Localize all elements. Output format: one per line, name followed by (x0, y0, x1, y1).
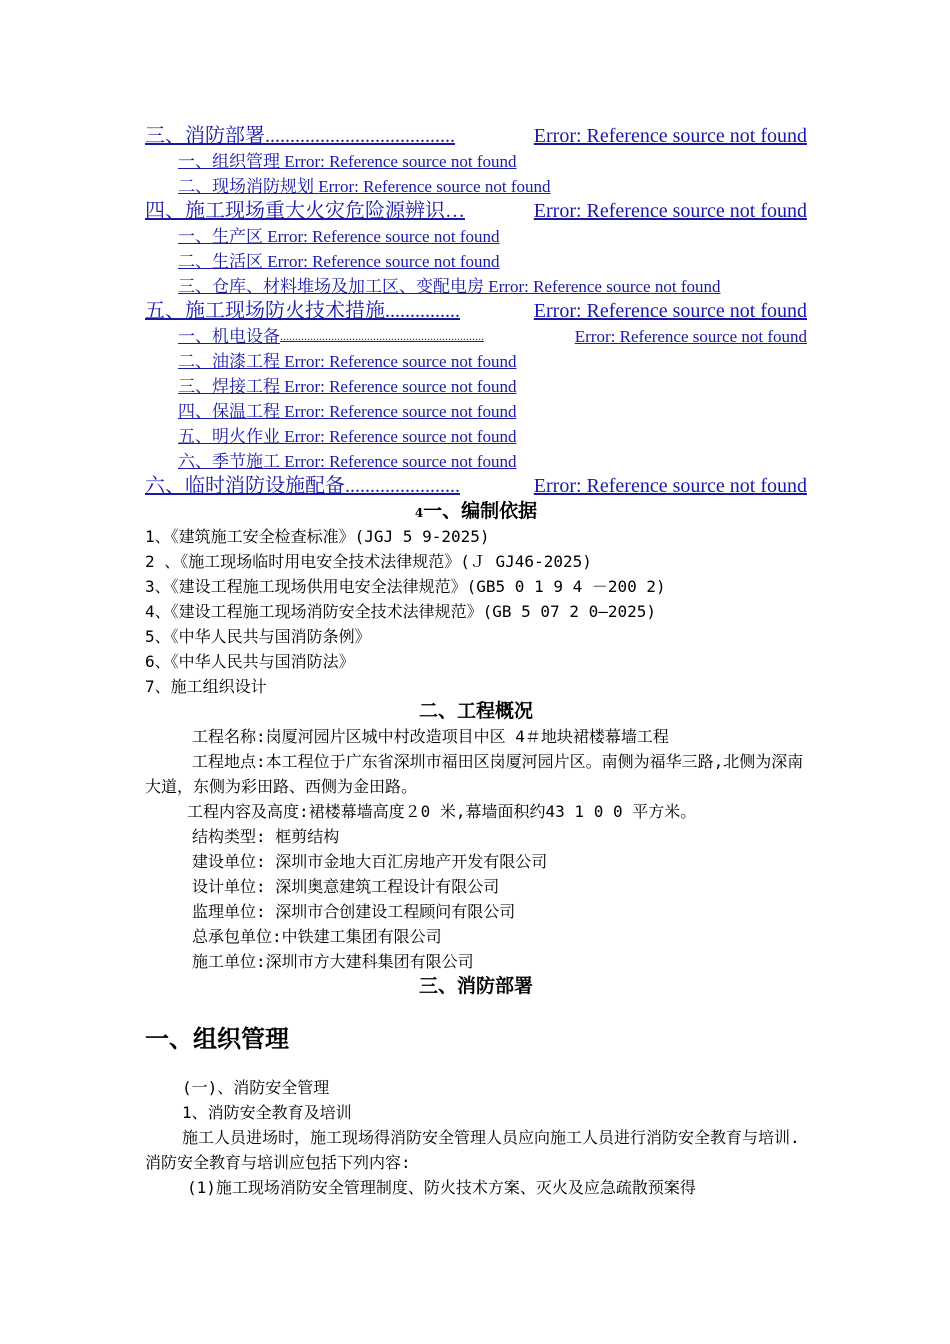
toc-entry-painting[interactable]: 二、油漆工程 Error: Reference source not found (178, 352, 517, 371)
structure-type: 结构类型: 框剪结构 (192, 827, 340, 846)
list-item: 5、《中华人民共与国消防条例》 (145, 627, 371, 646)
project-location: 工程地点:本工程位于广东省深圳市福田区岗厦河园片区。南侧为福华三路,北侧为深南大道，东侧为彩田路、西侧为金田路。 (145, 752, 804, 796)
supervision-unit: 监理单位: 深圳市合创建设工程顾问有限公司 (192, 902, 516, 921)
design-unit: 设计单位: 深圳奥意建筑工程设计有限公司 (192, 877, 500, 896)
toc-entry-production-area[interactable]: 一、生产区 Error: Reference source not found (178, 227, 500, 246)
toc-entry-electromechanical[interactable]: 一、机电设备 .................................................................... Error: Reference source not found (178, 327, 807, 346)
general-contractor: 总承包单位:中铁建工集团有限公司 (192, 927, 442, 946)
construction-unit: 施工单位:深圳市方大建科集团有限公司 (192, 952, 474, 971)
toc-entry-living-area[interactable]: 二、生活区 Error: Reference source not found (178, 252, 500, 271)
list-item: 2 、《施工现场临时用电安全技术法律规范》(Ｊ GJ46-2025) (145, 552, 592, 571)
project-name: 工程名称:岗厦河园片区城中村改造项目中区 4＃地块裙楼幕墙工程 (192, 727, 669, 746)
paragraph: (1)施工现场消防安全管理制度、防火技术方案、灭火及应急疏散预案得 (187, 1178, 696, 1197)
list-item: 6、《中华人民共与国消防法》 (145, 652, 355, 671)
paragraph: 1、消防安全教育及培训 (182, 1103, 352, 1122)
list-item: 1、《建筑施工安全检查标准》(JGJ 5 9-2025) (145, 527, 490, 546)
toc-entry-seasonal[interactable]: 六、季节施工 Error: Reference source not found (178, 452, 517, 471)
owner-unit: 建设单位: 深圳市金地大百汇房地产开发有限公司 (192, 852, 548, 871)
toc-entry-hazard-identification[interactable]: 四、施工现场重大火灾危险源辨识 … Error: Reference source not found (145, 200, 807, 222)
list-item: 7、施工组织设计 (145, 677, 267, 696)
section-heading-overview: 二、工程概况 (418, 700, 533, 722)
paragraph: (一)、消防安全管理 (182, 1078, 330, 1097)
toc-entry-welding[interactable]: 三、焊接工程 Error: Reference source not found (178, 377, 517, 396)
toc-entry-open-flame[interactable]: 五、明火作业 Error: Reference source not found (178, 427, 517, 446)
toc-entry-temporary-facilities[interactable]: 六、临时消防设施配备 ....................... Error: Reference source not found (145, 475, 807, 497)
toc-entry-organization[interactable]: 一、组织管理 Error: Reference source not found (178, 152, 517, 171)
toc-entry-warehouse[interactable]: 三、仓库、材料堆场及加工区、变配电房 Error: Reference source not found (178, 277, 721, 296)
section-heading-basis: 4一、编制依据 (414, 500, 538, 522)
toc-entry-fire-prevention-measures[interactable]: 五、施工现场防火技术措施 ............... Error: Reference source not found (145, 300, 807, 322)
toc-entry-site-planning[interactable]: 二、现场消防规划 Error: Reference source not found (178, 177, 551, 196)
paragraph: 施工人员进场时，施工现场得消防安全管理人员应向施工人员进行消防安全教育与培训.消防安全教育与培训应包括下列内容: (145, 1128, 800, 1172)
document-page (145, 124, 807, 1200)
toc-entry-fire-deployment[interactable]: 三、消防部署 ...................................... Error: Reference source not found (145, 125, 807, 147)
section-heading-fire-deployment: 三、消防部署 (418, 975, 533, 997)
heading-organization: 一、组织管理 (145, 1024, 289, 1053)
anchor-mark: 4 (414, 506, 424, 520)
list-item: 3、《建设工程施工现场供用电安全法律规范》(GB5 0 1 9 4 －200 2) (145, 577, 666, 596)
project-content: 工程内容及高度:裙楼幕墙高度２0 米,幕墙面积约43 1 0 0 平方米。 (187, 802, 697, 821)
list-item: 4、《建设工程施工现场消防安全技术法律规范》(GB 5 07 2 0—2025) (145, 602, 657, 621)
toc-entry-insulation[interactable]: 四、保温工程 Error: Reference source not found (178, 402, 517, 421)
